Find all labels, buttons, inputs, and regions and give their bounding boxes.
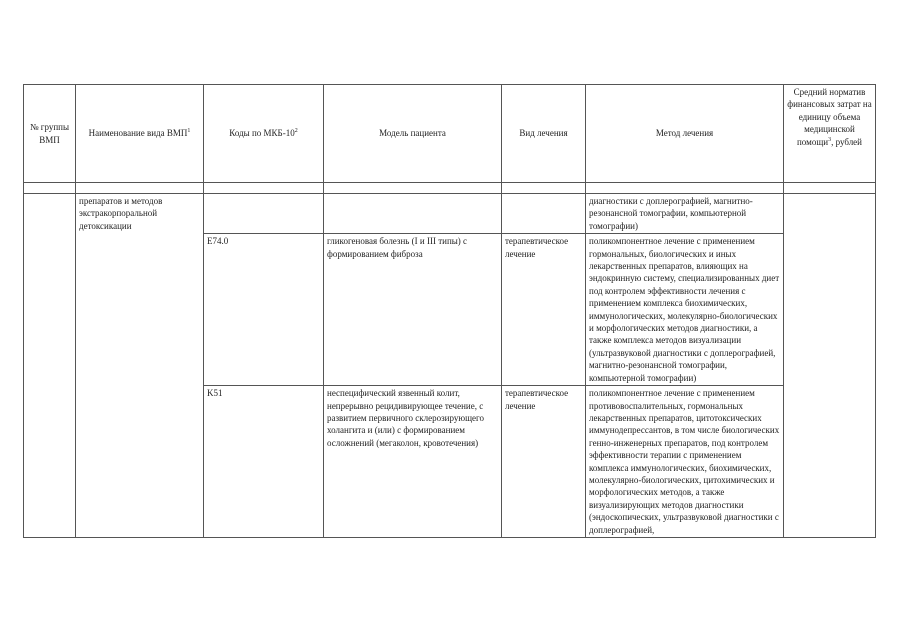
type-cell [502, 194, 586, 234]
header-patient-model: Модель пациента [324, 85, 502, 183]
type-cell: терапевтическое лечение [502, 386, 586, 538]
group-no-cell [24, 194, 76, 538]
code-cell: K51 [204, 386, 324, 538]
code-cell: E74.0 [204, 234, 324, 386]
vmp-name-cell: препаратов и методов экстракорпоральной детоксикации [76, 194, 204, 538]
model-cell: неспецифический язвенный колит, непрерывно рецидивирующее течение, с развитием первичного склерозирующего холангита и (или) с формированием осложнений (мегаколон, кровотечения) [324, 386, 502, 538]
header-icd-codes: Коды по МКБ-$10^2$ [204, 85, 324, 183]
header-vmp-name: Наименование вида ВМП$^1$ [76, 85, 204, 183]
method-cell: диагностики с доплерографией, магнитно-резонансной томографии, компьютерной томографии) [586, 194, 784, 234]
spacer-row [24, 183, 876, 194]
header-treatment-method: Метод лечения [586, 85, 784, 183]
header-treatment-type: Вид лечения [502, 85, 586, 183]
code-cell [204, 194, 324, 234]
type-cell: терапевтическое лечение [502, 234, 586, 386]
vmp-table [23, 84, 876, 538]
header-row [24, 85, 876, 183]
model-cell [324, 194, 502, 234]
model-cell: гликогеновая болезнь (I и III типы) с формированием фиброза [324, 234, 502, 386]
header-avg-cost: Средний норматив финансовых затрат на единицу объема медицинской помощи$^3$, рублей [784, 85, 876, 183]
cost-cell [784, 194, 876, 538]
header-group-no: № группы ВМП [24, 85, 76, 183]
table-row [24, 194, 876, 234]
method-cell: поликомпонентное лечение с применением гормональных, биологических и иных лекарственных препаратов, влияющих на эндокринную систему, специализированных диет под контролем эффективности лечения с применением комплекса биохимических, иммунологических, молекулярно-биологических и морфологических методов диагностики, а также комплекса методов визуализации (ультразвуковой диагностики с доплерографией, магнитно-резонансной томографии, компьютерной томографии) [586, 234, 784, 386]
method-cell: поликомпонентное лечение с применением противовоспалительных, гормональных лекарственных препаратов, цитотоксических иммунодепрессантов, в том числе биологических генно-инженерных препаратов, под контролем эффективности терапии с применением комплекса иммунологических, биохимических, молекулярно-биологических, цитохимических и морфологических методов, а также визуализирующих методов диагностики (эндоскопических, ультразвуковой диагностики с доплерографией, [586, 386, 784, 538]
